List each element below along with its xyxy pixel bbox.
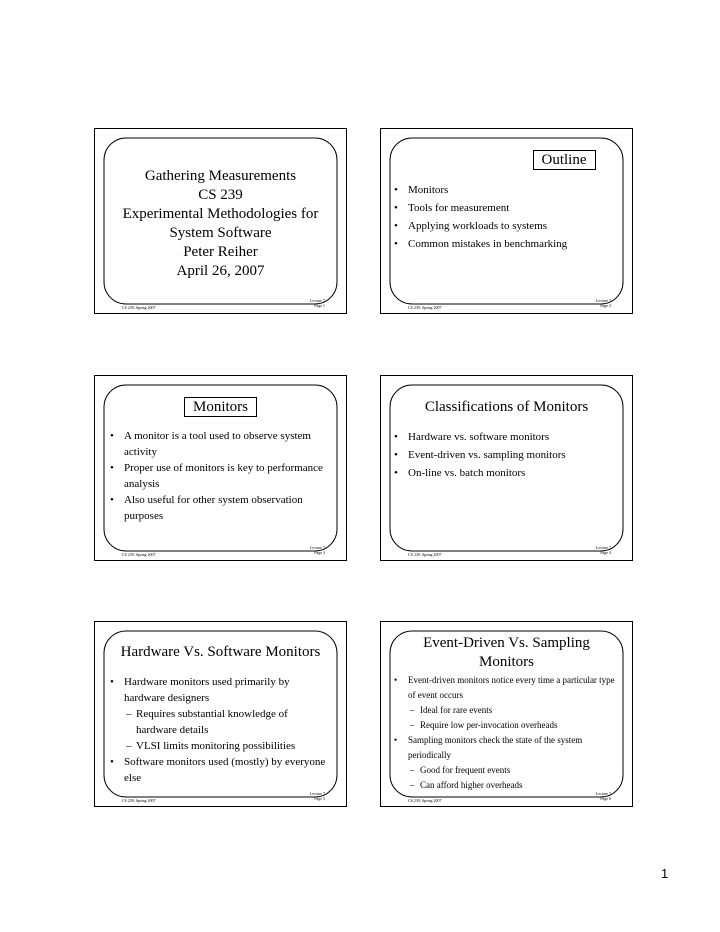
slide-4 — [380, 375, 633, 561]
title-line: CS 239 — [198, 187, 243, 203]
slide-footer-page — [596, 545, 611, 555]
list-item: • Sampling monitors check the state of the system periodically — [392, 733, 616, 763]
title-line: Experimental Methodologies for — [122, 206, 319, 222]
slide-footer-course: CS 239, Spring 2007 — [122, 798, 156, 803]
list-item: • Event-driven monitors notice every time a particular type of event occurs — [392, 673, 616, 703]
sub-list-item: – Can afford higher overheads — [392, 778, 616, 793]
slide-footer-course: CS 239, Spring 2007 — [408, 305, 442, 310]
page-number: 1 — [661, 866, 669, 881]
slide-title — [380, 150, 633, 170]
page-label: Page 1 — [314, 303, 325, 308]
lecture-label: Lecture 7 — [595, 298, 611, 303]
bullet-list — [108, 674, 328, 786]
sub-list-item: – Good for frequent events — [392, 763, 616, 778]
slide-footer-course: CS 239, Spring 2007 — [408, 798, 442, 803]
slide-footer-course: CS 239, Spring 2007 — [122, 552, 156, 557]
page-label: Page 6 — [600, 796, 611, 801]
slide-footer-page — [596, 791, 611, 801]
lecture-label: Lecture 7 — [595, 791, 611, 796]
sub-list-item: – Require low per-invocation overheads — [392, 718, 616, 733]
list-item: • Event-driven vs. sampling monitors — [392, 446, 624, 464]
bullet-list — [392, 181, 622, 253]
slide-6 — [380, 621, 633, 807]
slide-footer-page — [596, 298, 611, 308]
list-item: • Monitors — [392, 181, 622, 199]
list-item: • Tools for measurement — [392, 199, 622, 217]
list-item: • A monitor is a tool used to observe system activity — [108, 428, 323, 460]
title-line: Monitors — [478, 654, 534, 670]
list-item: • Common mistakes in benchmarking — [392, 235, 622, 253]
list-item: • Hardware vs. software monitors — [392, 428, 624, 446]
slide-3 — [94, 375, 347, 561]
lecture-label: Lecture 7 — [309, 791, 325, 796]
list-item: • Software monitors used (mostly) by everyone else — [108, 754, 328, 786]
slide-footer-course: CS 239, Spring 2007 — [122, 305, 156, 310]
title-line: Event-Driven Vs. Sampling — [423, 635, 590, 651]
sub-list-item: – Ideal for rare events — [392, 703, 616, 718]
bullet-list — [108, 428, 323, 524]
title-line: Gathering Measurements — [144, 168, 297, 184]
slide-footer-page — [310, 545, 325, 555]
page-label: Page 4 — [600, 550, 611, 555]
page-label: Page 3 — [314, 550, 325, 555]
lecture-label: Lecture 7 — [595, 545, 611, 550]
slide-5 — [94, 621, 347, 807]
bullet-list — [392, 428, 624, 482]
list-item: • On-line vs. batch monitors — [392, 464, 624, 482]
slide-title: Classifications of Monitors — [424, 399, 589, 415]
slide-footer-page — [310, 791, 325, 801]
title-line: System Software — [169, 225, 272, 241]
page-label: Page 2 — [600, 303, 611, 308]
bullet-list — [392, 673, 616, 793]
lecture-label: Lecture 7 — [309, 298, 325, 303]
slide-1 — [94, 128, 347, 314]
slide-title: Hardware Vs. Software Monitors — [120, 644, 321, 660]
title-line: April 26, 2007 — [176, 263, 265, 279]
slide-footer-page — [310, 298, 325, 308]
sub-list-item: – Requires substantial knowledge of hardware details — [108, 706, 328, 738]
list-item: • Hardware monitors used primarily by hardware designers — [108, 674, 328, 706]
slide-title — [94, 167, 347, 281]
title-box: Monitors — [184, 397, 257, 417]
lecture-label: Lecture 7 — [309, 545, 325, 550]
sub-list-item: – VLSI limits monitoring possibilities — [108, 738, 328, 754]
title-line: Peter Reiher — [183, 244, 258, 260]
page-label: Page 5 — [314, 796, 325, 801]
slide-title — [94, 397, 347, 417]
slide-title — [380, 634, 633, 672]
title-box: Outline — [533, 150, 596, 170]
slide-footer-course: CS 239, Spring 2007 — [408, 552, 442, 557]
list-item: • Also useful for other system observation purposes — [108, 492, 323, 524]
list-item: • Proper use of monitors is key to performance analysis — [108, 460, 323, 492]
slide-2 — [380, 128, 633, 314]
list-item: • Applying workloads to systems — [392, 217, 622, 235]
